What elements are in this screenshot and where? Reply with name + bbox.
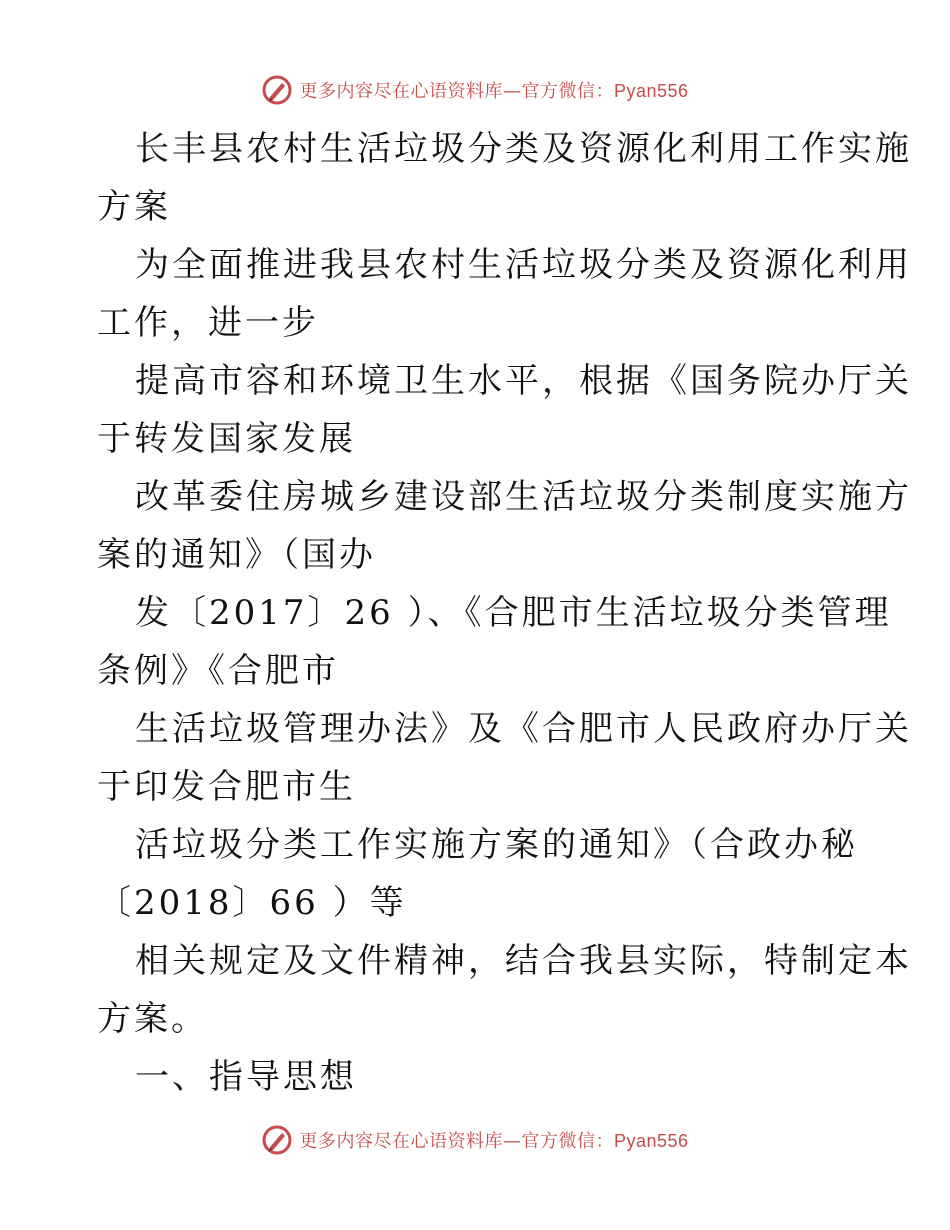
paragraph — [97, 700, 912, 816]
section-heading: 一、指导思想 — [135, 1057, 357, 1097]
paragraph-line: 方案。 — [97, 999, 208, 1039]
paragraph — [97, 236, 912, 352]
paragraph — [97, 932, 912, 1048]
title-line: 方案 — [97, 187, 171, 227]
watermark-text: 更多内容尽在心语资料库—官方微信：Pyan556 — [299, 81, 689, 102]
watermark-footer — [0, 1122, 950, 1158]
title-line: 长丰县农村生活垃圾分类及资源化利用工作实施 — [135, 129, 912, 169]
paragraph-line: 为全面推进我县农村生活垃圾分类及资源化利用 — [135, 245, 912, 285]
paragraph-line: 〔2018〕66 ）等 — [97, 883, 407, 923]
paragraph-line: 于印发合肥市生 — [97, 767, 356, 807]
paragraph-line: 工作，进一步 — [97, 303, 319, 343]
paragraph-line: 生活垃圾管理办法》及《合肥市人民政府办厅关 — [135, 709, 912, 749]
watermark-text: 更多内容尽在心语资料库—官方微信：Pyan556 — [299, 1131, 689, 1152]
pen-logo-icon — [261, 74, 293, 106]
paragraph — [97, 468, 912, 584]
paragraph — [97, 352, 912, 468]
watermark-header — [0, 72, 950, 108]
paragraph-line: 相关规定及文件精神，结合我县实际，特制定本 — [135, 941, 912, 981]
document-body — [97, 120, 912, 1106]
paragraph-line: 活垃圾分类工作实施方案的通知》（合政办秘 — [135, 825, 858, 865]
paragraph — [97, 584, 892, 700]
pen-logo-icon — [261, 1124, 293, 1156]
paragraph-line: 条例》《合肥市 — [97, 651, 339, 691]
paragraph-line: 改革委住房城乡建设部生活垃圾分类制度实施方 — [135, 477, 912, 517]
paragraph-line: 提高市容和环境卫生水平，根据《国务院办厅关 — [135, 361, 912, 401]
paragraph-line: 发〔2017〕26 ）、《合肥市生活垃圾分类管理 — [135, 593, 892, 633]
paragraph-line: 案的通知》（国办 — [97, 535, 376, 575]
paragraph — [97, 816, 857, 932]
document-title — [97, 120, 912, 236]
paragraph-line: 于转发国家发展 — [97, 419, 356, 459]
